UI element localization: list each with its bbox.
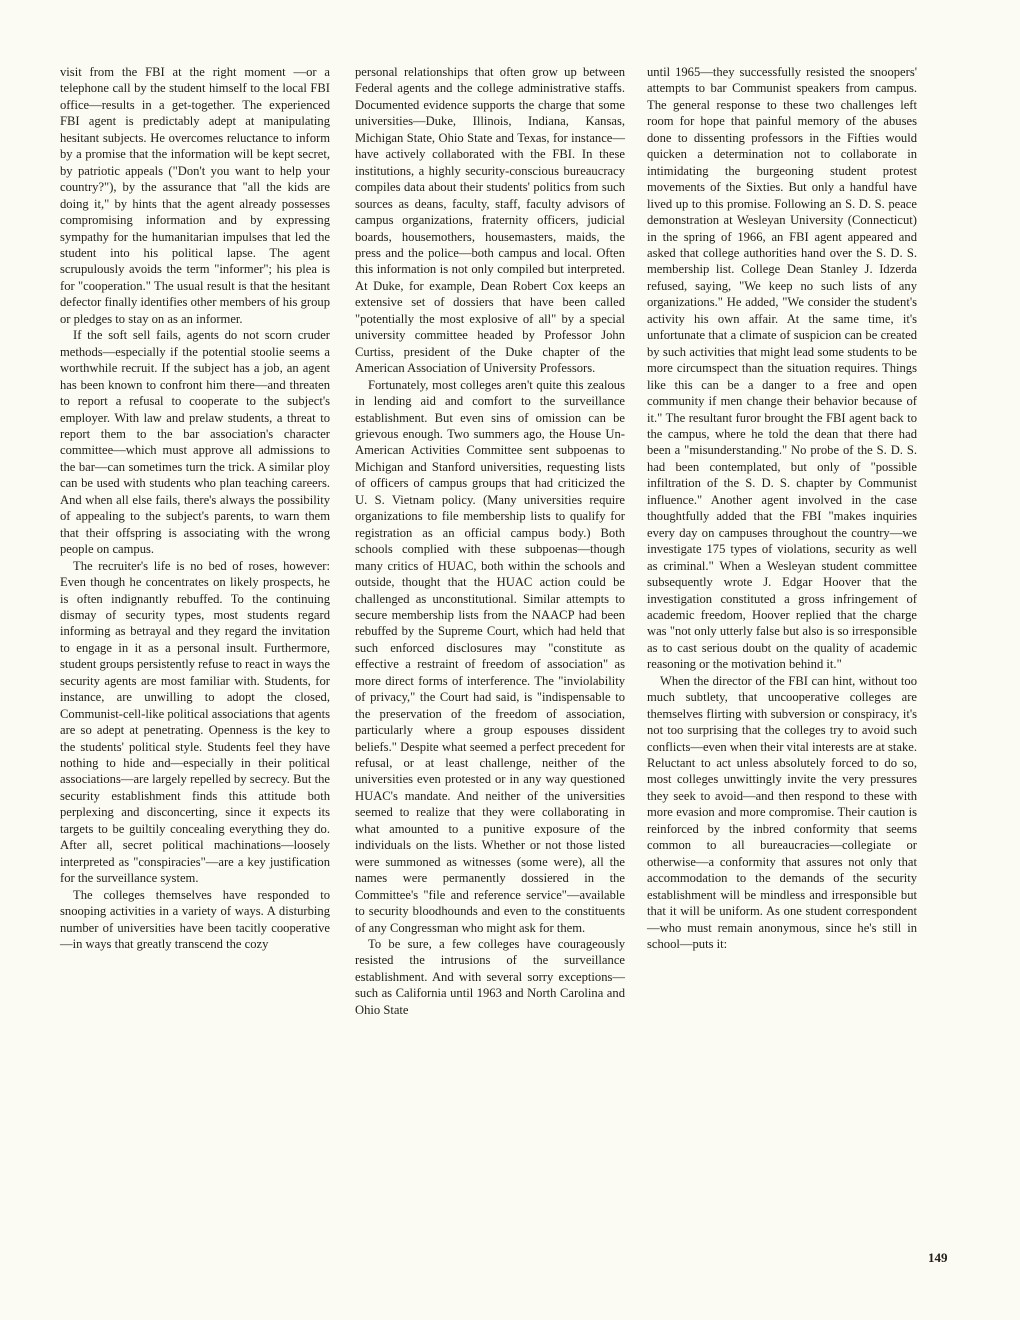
paragraph: The recruiter's life is no bed of roses, however: Even though he concentrates on likely prospects, he is often indignantly rebuffed. To the continuing dismay of security types, most students regard informing as betrayal and they regard the invitation to engage in it as a personal insult. Furthermore, student groups persistently refuse to react in ways the security agents are most familiar with. Students, for instance, are unwilling to adopt the closed, Communist-cell-like political associations that agents are so adept at penetrating. Openness is the key to the students' political style. Students feel they have nothing to hide and—especially in their political associations—are largely repelled by secrecy. But the security establishment finds this attitude both perplexing and disconcerting, since it expects its targets to be guiltily concealing everything they do. After all, secret political machinations—loosely interpreted as "conspiracies"—are a key justification for the surveillance system.	[60, 558, 331, 886]
text-column-2	[355, 64, 625, 1018]
text-column-3	[647, 64, 917, 952]
page-number: 149	[928, 1250, 948, 1265]
paragraph: The colleges themselves have responded to snooping activities in a variety of ways. A disturbing number of universities have been tacitly cooperative—in ways that greatly transcend the cozy	[60, 887, 330, 952]
paragraph: Fortunately, most colleges aren't quite this zealous in lending aid and comfort to the surveillance establishment. But even sins of omission can be grievous enough. Two summers ago, the House Un-American Activities Committee sent subpoenas to Michigan and Stanford universities, requesting lists of officers of campus groups that had criticized the U. S. Vietnam policy. (Many universities require organizations to file membership lists to qualify for registration as an official campus body.) Both schools complied with these subpoenas—though many critics of HUAC, both within the schools and outside, thought that the HUAC action could be challenged as unconstitutional. Similar attempts to secure membership lists from the NAACP had been rebuffed by the Supreme Court, which had held that such enforced disclosures may "constitute as effective a restraint of freedom of association" as more direct forms of interference. The "inviolability of privacy," the Court had said, is "indispensable to the preservation of the freedom of association, particularly where a group espouses dissident beliefs." Despite what seemed a perfect precedent for refusal, or at least challenge, neither of the universities even protested or in any way questioned HUAC's mandate. And neither of the universities seemed to realize that they were collaborating in what amounted to a punitive exposure of the individuals on the lists. Whether or not those listed were summoned as witnesses (some were), all the names were permanently dossiered in the Committee's "file and reference service"—available to security bloodhounds and even to the constituents of any Congressman who might ask for them.	[355, 377, 625, 935]
paragraph: until 1965—they successfully resisted the snoopers' attempts to bar Communist speakers from campus. The general response to these two challenges left room for hope that painful memory of the abuses done to dissenting professors in the Fifties would quicken a determination not to collaborate in intimidating the burgeoning student protest movements of the Sixties. But only a handful have lived up to this promise. Following an S. D. S. peace demonstration at Wesleyan University (Connecticut) in the spring of 1966, an FBI agent appeared and asked that college authorities hand over the S. D. S. membership list. College Dean Stanley J. Idzerda refused, saying, "We keep no such lists of any organizations." He added, "We consider the student's activity his own affair. At the same time, it's unfortunate that a climate of suspicion can be created by such activities that might lead some students to be more circumspect than the situation requires. Things like this can be a danger to a free and open community if men change their behavior because of it." The resultant furor brought the FBI agent back to the campus, where he told the dean that there had been a "misunderstanding." No probe of the S. D. S. had been contemplated, but only of "possible infiltration of the S. D. S. chapter by Communist influence." Another agent involved in the case thoughtfully added that the FBI "makes inquiries every day on campuses throughout the country—we investigate 175 types of violations, security as well as criminal." When a Wesleyan student committee subsequently wrote J. Edgar Hoover that the investigation constituted a gross infringement of academic freedom, Hoover replied that the charge was "not only utterly false but also is so irresponsible as to cast serious doubt on the quality of academic reasoning or the motivation behind it."	[647, 65, 917, 672]
paragraph: To be sure, a few colleges have courageously resisted the intrusions of the surveillance establishment. And with several sorry exceptions—such as California until 1963 and North Carolina and Ohio State	[355, 937, 625, 1017]
text-column-1	[60, 64, 330, 952]
paragraph: personal relationships that often grow up between Federal agents and the college administrative staffs. Documented evidence supports the charge that some universities—Duke, Illinois, Indiana, Kansas, Michigan State, Ohio State and Texas, for instance—have actively collaborated with the FBI. In these institutions, a highly security-conscious bureaucracy compiles data about their students' politics from such sources as deans, faculty, staff, faculty advisors of campus organizations, fraternity officers, judicial boards, housemothers, housemasters, maids, the press and the police—both campus and local. Often this information is not only compiled but interpreted. At Duke, for example, Dean Robert Cox keeps an extensive set of dossiers that have been called "potentially the most explosive of all" by a special university committee headed by Professor John Curtiss, president of the Duke chapter of the American Association of University Professors.	[355, 65, 625, 376]
paragraph: If the soft sell fails, agents do not scorn cruder methods—especially if the potential stoolie seems a worthwhile recruit. If the subject has a job, an agent has been known to confront him there—and threaten to report a refusal to cooperate to the subject's employer. With law and prelaw students, a threat to report them to the bar association's character committee—which must approve all admissions to the bar—can sometimes turn the trick. A similar ploy can be used with students who plan teaching careers. And when all else fails, there's always the possibility of appealing to the subject's parents, to warn them that their offspring is associating with the wrong people on campus.	[60, 328, 330, 557]
paragraph: When the director of the FBI can hint, without too much subtlety, that uncooperative colleges are themselves flirting with subversion or conspiracy, it's not too surprising that the colleges try to avoid such conflicts—even when their vital interests are at stake. Reluctant to act unless absolutely forced to do so, most colleges unwittingly invite the very pressures they seek to avoid—and then respond to these with more evasion and more compromise. Their caution is reinforced by the inbred conformity that seems common to all bureaucracies—collegiate or otherwise—a conformity that assures not only that accommodation to the demands of the security establishment will be mindless and irresponsible but that it will be uniform. As one student correspondent—who must remain anonymous, since he's still in school—puts it:	[647, 673, 917, 952]
paragraph: visit from the FBI at the right moment —or a telephone call by the student himself to the local FBI office—results in a get-together. The experienced FBI agent is predictably adept at manipulating hesitant subjects. He overcomes reluctance to inform by a promise that the information will be kept secret, by patriotic appeals ("Don't you want to help your country?"), by the assurance that "all the kids are doing it," by hints that the agent already possesses compromising information and by expressing sympathy for the humanitarian impulses that led the student into his political lapse. The agent scrupulously avoids the term "informer"; his plea is for "cooperation." The usual result is that the hesitant defector finally identifies other members of his group or pledges to stay on as an informer.	[60, 65, 330, 326]
